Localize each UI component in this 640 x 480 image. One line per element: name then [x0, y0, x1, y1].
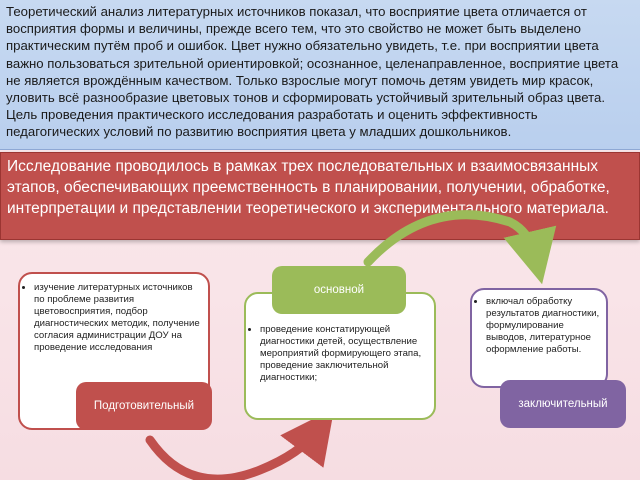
stage-label-main: основной	[272, 266, 406, 314]
stage-bullet-main: • проведение констатирующей диагностики детей, осуществление мероприятий формирующего этапа, проведение заключительной диагностики;	[260, 324, 428, 384]
stage-card-final	[470, 288, 608, 388]
stage-label-preparatory: Подготовительный	[76, 382, 212, 430]
stage-bullet-preparatory: • изучение литературных источников по проблеме развития цветовосприятия, подбор диагностических методик, получение согласия администрации ДОУ на проведение исследования	[34, 282, 202, 354]
research-text: Исследование проводилось в рамках трех последовательных и взаимосвязанных этапов, обеспечивающих преемственность в планировании, получении, обработке, интерпретации и представлении теоретического и экспериментального материала.	[7, 158, 610, 217]
intro-text-box	[0, 0, 640, 150]
stage-label-final: заключительный	[500, 380, 626, 428]
stage-bullet-final: • включал обработку результатов диагностики, формулирование выводов, литературное оформление работы.	[486, 296, 602, 356]
arrow-to-main-stage	[150, 430, 318, 479]
research-text-box	[0, 152, 640, 240]
intro-text: Теоретический анализ литературных источников показал, что восприятие цвета отличается от восприятия формы и величины, прежде всего тем, что это свойство не может быть выделено практическим путём проб и ошибок. Цвет нужно обязательно увидеть, т.е. при восприятии цвета важно пользоваться зрительной ориентировкой; осознанное, целенаправленное, восприятие цвета не является врождённым качеством. Только взрослые могут помочь детям увидеть мир красок, уловить всё разнообразие цветовых тонов и сформировать устойчивый зрительный образ цвета. Цель проведения практического исследования разработать и оценить эффективность педагогических условий по развитию восприятия цвета у младших дошкольников.	[6, 4, 619, 140]
